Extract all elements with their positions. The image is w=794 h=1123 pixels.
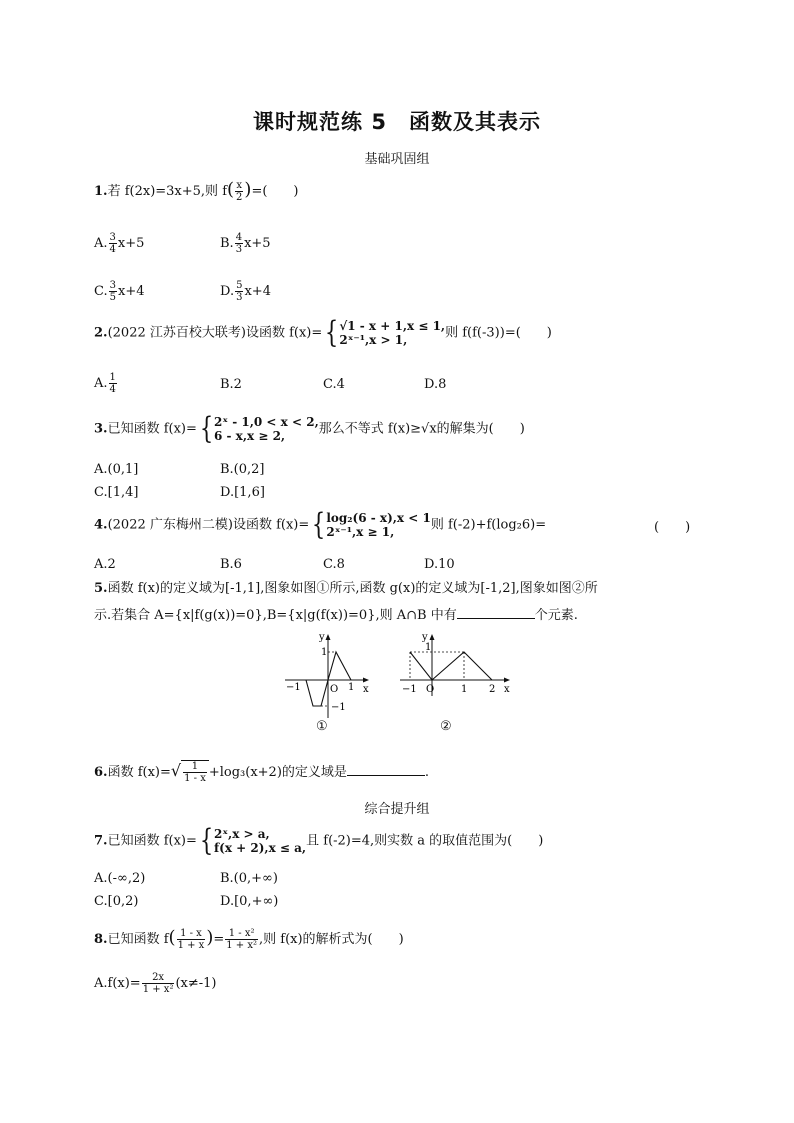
tick-label: −1 [402,684,417,695]
option-c[interactable]: C.[0,2) [94,894,139,909]
x-axis-label: x [363,684,369,695]
graph-2 [398,630,514,700]
question-6: 6.函数 f(x)=√ $\frac{1}{1 - x}$ +log₃(x+2)的定义域是 . [94,761,430,784]
answer-blank[interactable] [457,604,535,619]
question-7: 7.已知函数 f(x)={ 2ˣ,x > a, f(x + 2),x ≤ a, 且 f(-2)=4,则实数 a 的取值范围为( ) [94,823,544,858]
question-number: 2. [94,325,108,341]
graph-1-label: ① [316,719,328,734]
graph-2-label: ② [440,719,452,734]
piecewise-cases: √1 - x + 1,x ≤ 1, 2ˣ⁻¹,x > 1, [339,319,446,347]
tick-label: 1 [321,647,328,658]
graph-1 [283,630,373,720]
question-text: 已知函数 f [107,932,169,947]
question-1: 1.若 f(2x)=3x+5,则 f( $\frac{x}{2}$ )=( ) [94,179,299,203]
piecewise-cases: 2ˣ - 1,0 < x < 2, 6 - x,x ≥ 2, [213,415,319,443]
question-number: 5. [94,581,108,596]
y-axis-label: y [319,632,325,643]
tick-label: 1 [461,684,468,695]
page-title: 课时规范练 5 函数及其表示 [253,110,541,134]
option-d[interactable]: D.10 [424,557,455,572]
question-text: 已知函数 f(x)= [107,421,197,437]
option-b[interactable]: B.6 [220,557,242,572]
option-d[interactable]: D.8 [424,377,447,392]
question-number: 6. [94,765,108,780]
option-d[interactable]: D. $\frac{5}{3}$ x+4 [220,280,271,303]
question-5-line2: 示.若集合 A={x|f(g(x))=0},B={x|g(f(x))=0},则 A∩B 中有 个元素. [94,604,578,625]
piecewise-cases: 2ˣ,x > a, f(x + 2),x ≤ a, [213,827,307,855]
question-2: 2.(2022 江苏百校大联考)设函数 f(x)={ √1 - x + 1,x ≤ 1, 2ˣ⁻¹,x > 1, 则 f(f(-3))=( ) [94,315,552,350]
question-number: 3. [94,421,108,437]
question-3: 3.已知函数 f(x)={ 2ˣ - 1,0 < x < 2, 6 - x,x ≥ 2, 那么不等式 f(x)≥√x的解集为( ) [94,411,525,446]
answer-paren: ( ) [654,520,691,535]
question-number: 8. [94,932,108,947]
option-a[interactable]: A.(-∞,2) [94,871,146,886]
section-basic: 基础巩固组 [364,152,430,167]
option-b[interactable]: B.2 [220,377,242,392]
option-b[interactable]: B.(0,2] [220,462,265,477]
option-a[interactable]: A. $\frac{1}{4}$ [94,372,116,395]
option-d[interactable]: D.[0,+∞) [220,894,279,909]
origin-label: O [426,684,435,695]
question-text: 已知函数 f(x)= [107,833,197,849]
x-axis-label: x [504,684,510,695]
option-c[interactable]: C.8 [323,557,345,572]
question-text: (2022 江苏百校大联考)设函数 f(x)= [107,325,323,341]
option-a[interactable]: A.2 [94,557,116,572]
answer-blank[interactable] [347,761,425,776]
question-text: 函数 f(x)的定义域为[-1,1],图象如图①所示,函数 g(x)的定义域为[-1,2],图象如图②所 [107,581,598,596]
y-axis-label: y [422,632,428,643]
question-5 [94,580,598,598]
tick-label: −1 [331,702,346,713]
option-a[interactable]: A. $\frac{3}{4}$ x+5 [94,232,145,255]
section-advanced: 综合提升组 [364,802,430,817]
piecewise-cases: log₂(6 - x),x < 1 2ˣ⁻¹,x ≥ 1, [326,511,431,539]
tick-label: −1 [286,682,301,693]
fraction: $\frac{x}{2}$ [236,180,243,203]
question-text: (2022 广东梅州二模)设函数 f(x)= [107,517,310,533]
tick-label: 1 [348,682,355,693]
fraction: $\frac{1}{1 - x}$ [184,761,206,784]
option-b[interactable]: B.(0,+∞) [220,871,278,886]
question-number: 1. [94,184,108,199]
question-number: 7. [94,833,108,849]
option-b[interactable]: B. $\frac{4}{3}$ x+5 [220,232,271,255]
question-number: 4. [94,517,108,533]
option-d[interactable]: D.[1,6] [220,485,265,500]
question-text: 若 f(2x)=3x+5,则 f [107,184,228,199]
question-8: 8.已知函数 f( $\frac{1 - x}{1 + x}$ )= $\frac{\text{1 - x²}}{\text{1 + x²}}$ ,则 f(x)的解析式为( ) [94,927,404,951]
origin-label: O [330,684,339,695]
option-c[interactable]: C. $\frac{3}{5}$ x+4 [94,280,145,303]
option-a[interactable]: A.f(x)= $\frac{2x}{\text{1 + x²}}$ (x≠-1) [94,972,217,995]
question-text: 函数 f(x)= [107,765,171,780]
option-c[interactable]: C.[1,4] [94,485,139,500]
option-a[interactable]: A.(0,1] [94,462,139,477]
option-c[interactable]: C.4 [323,377,345,392]
tick-label: 2 [489,684,496,695]
question-4: 4.(2022 广东梅州二模)设函数 f(x)={ log₂(6 - x),x < 1 2ˣ⁻¹,x ≥ 1, 则 f(-2)+f(log₂6)= [94,507,547,542]
tick-label: 1 [425,642,432,653]
